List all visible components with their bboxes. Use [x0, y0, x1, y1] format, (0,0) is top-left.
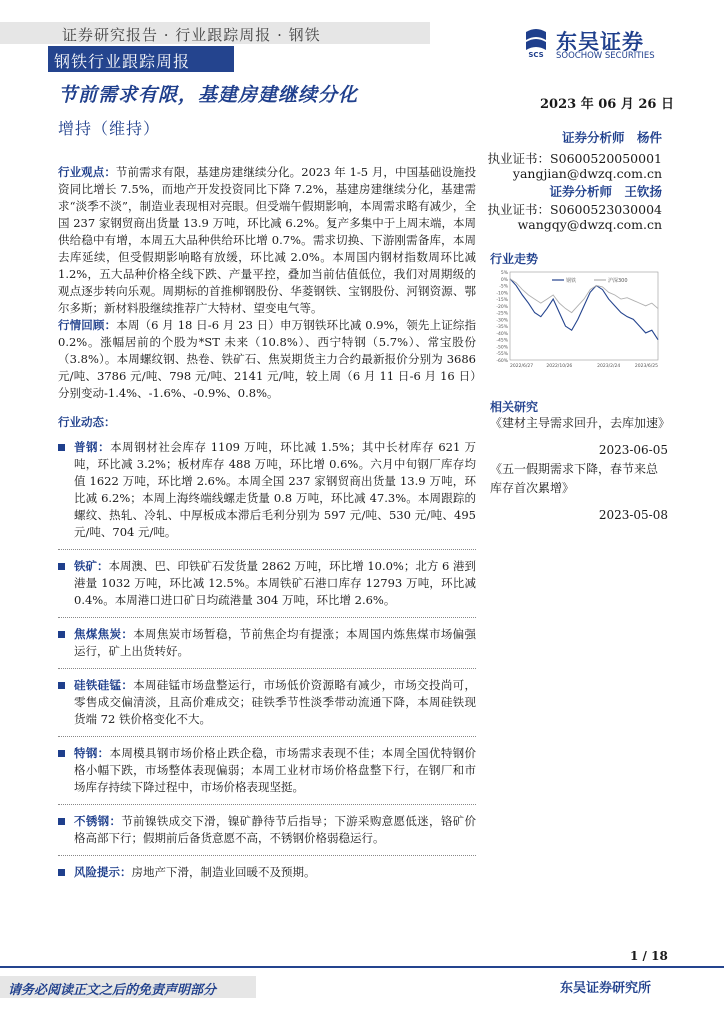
report-category-bar — [0, 22, 430, 44]
bullet-text: 本周钢材社会库存 1109 万吨，环比减 1.5%；其中长材库存 621 万吨，环比减 3.2%；板材库存 488 万吨，环比增 0.6%。六月中旬钢厂库存均值 1622 万吨，环比增 2.6%。本周全国 237 家钢贸商出货量 13.9 万吨，环比减 6.2%；本周上海终端线螺走货量 0.8 万吨，环比减 47.3%。本周跟踪的螺纹、热轧、冷轧、中厚板成本滞后毛利分别为 597 元/吨、530 元/吨、495 元/吨、704 元/吨。 — [74, 440, 476, 539]
legend-label: 沪深300 — [608, 278, 628, 284]
bullet-square-icon — [58, 563, 65, 570]
bullet-text: 本周澳、巴、印铁矿石发货量 2862 万吨，环比增 10.0%；北方 6 港到港量 1032 万吨，环比减 12.5%。本周铁矿石港口库存 12793 万吨，环比减 0.4%。本周港口进口矿日均疏港量 304 万吨，环比增 2.6%。 — [74, 559, 477, 607]
analyst-1-name: 证券分析师 杨件 — [561, 130, 662, 145]
logo-cn: 东吴证券 — [556, 30, 644, 54]
rating: 增持（维持） — [58, 119, 161, 138]
logo-mark-icon — [522, 28, 550, 58]
x-tick-label: 2023/2/24 — [597, 364, 621, 369]
divider — [58, 617, 476, 618]
divider — [58, 855, 476, 856]
analyst-2-cert: 执业证书：S0600523030004 — [487, 202, 662, 217]
y-tick-label: -15% — [496, 298, 508, 304]
bullet-square-icon — [58, 869, 65, 876]
bullet-key: 铁矿： — [74, 559, 109, 573]
bullet-stainless — [58, 813, 476, 847]
bullet-key: 不锈钢： — [74, 814, 122, 828]
main-body — [58, 164, 476, 889]
y-tick-label: -35% — [496, 325, 508, 331]
bullet-square-icon — [58, 750, 65, 757]
bullet-iron-ore — [58, 558, 476, 609]
legend-label: 钢铁 — [566, 278, 577, 284]
view-label: 行业观点： — [58, 165, 116, 179]
bullet-square-icon — [58, 818, 65, 825]
market-label: 行情回顾： — [58, 318, 117, 332]
analyst-1-cert: 执业证书：S0600520050001 — [487, 151, 662, 166]
industry-view — [58, 164, 476, 317]
logo-mark-text: SCS — [528, 51, 544, 58]
related-title[interactable]: 《建材主导需求回升，去库加速》 — [490, 416, 671, 430]
bullet-key: 普钢： — [74, 440, 111, 454]
related-date: 2023-06-05 — [598, 443, 668, 457]
market-text: 本周（6 月 18 日-6 月 23 日）申万钢铁环比减 0.9%，领先上证综指 0.2%。涨幅居前的个股为*ST 未来（10.8%）、西宁特钢（5.7%）、常宝股份（3.8%）。本周螺纹钢、热卷、铁矿石、焦炭期货主力合约最新报价分别为 3686 元/吨、3786 元/吨、798 元/吨、2141 元/吨，较上周（6 月 11 日-6 月 16 日）分别变动-1.4%、-1.6%、-0.9%、0.8%。 — [58, 318, 477, 400]
footer-divider — [0, 966, 724, 968]
y-tick-label: -40% — [496, 331, 508, 337]
bullet-ferroalloy — [58, 677, 476, 728]
report-date: 2023 年 06 月 26 日 — [540, 97, 674, 112]
bullet-square-icon — [58, 682, 65, 689]
y-tick-label: -50% — [496, 345, 508, 351]
chart-frame — [510, 272, 658, 360]
y-tick-label: -45% — [496, 338, 508, 344]
bullet-special-steel — [58, 745, 476, 796]
y-tick-label: -60% — [496, 359, 508, 364]
trend-chart-svg — [490, 266, 662, 372]
analyst-2-name: 证券分析师 王钦扬 — [549, 184, 662, 199]
report-category: 证券研究报告 · 行业跟踪周报 · 钢铁 — [62, 26, 321, 44]
dynamics-heading: 行业动态： — [58, 415, 116, 429]
bullet-key: 特钢： — [74, 746, 110, 760]
bullet-square-icon — [58, 444, 65, 451]
y-tick-label: -55% — [496, 352, 508, 358]
bullet-text: 本周硅锰市场盘整运行，市场低价资源略有减少，市场交投尚可，零售成交偏清淡，且高价难成交；硅铁季节性淡季带动流通下降，本周硅铁现货端 72 铁价格变化不大。 — [74, 678, 477, 726]
bullet-text: 本周模具钢市场价格止跌企稳，市场需求表现不佳；本周全国优特钢价格小幅下跌，市场整体表现偏弱；本周工业材市场价格盘整下行，在钢厂和市场库存持续下降过程中，市场价格表现坚挺。 — [74, 746, 476, 794]
trend-chart — [490, 266, 662, 372]
bullet-text: 房地产下滑，制造业回暖不及预期。 — [131, 865, 316, 879]
bullet-key: 硅铁硅锰： — [74, 678, 134, 692]
related-title[interactable]: 《五一假期需求下降，春节来总库存首次累增》 — [490, 462, 659, 495]
series-line-steel — [510, 279, 658, 340]
divider — [58, 549, 476, 550]
company-logo — [522, 26, 682, 62]
x-tick-label: 2022/6/27 — [510, 364, 534, 369]
disclaimer-text: 请务必阅读正文之后的免责声明部分 — [8, 983, 217, 998]
divider — [58, 736, 476, 737]
bullet-text: 本周焦炭市场暂稳，节前焦企均有提涨；本周国内炼焦煤市场偏强运行，矿上出货转好。 — [74, 627, 477, 658]
y-tick-label: 0% — [500, 277, 508, 283]
analyst-2-email[interactable]: wangqy@dwzq.com.cn — [517, 217, 662, 232]
y-tick-label: -30% — [496, 318, 508, 324]
analyst-1-email[interactable]: yangjian@dwzq.com.cn — [512, 166, 662, 181]
research-institute: 东吴证券研究所 — [560, 981, 652, 996]
bullet-key: 焦煤焦炭： — [74, 627, 134, 641]
page-number: 1 / 18 — [630, 949, 668, 963]
divider — [58, 668, 476, 669]
x-tick-label: 2023/6/25 — [634, 364, 658, 369]
logo-en: SOOCHOW SECURITIES — [556, 51, 655, 61]
bullet-key: 风险提示： — [74, 865, 132, 879]
view-text: 节前需求有限，基建房建继续分化。2023 年 1-5 月，中国基础设施投资同比增长 7.5%，而地产开发投资同比下降 7.2%，基建房建继续分化，基建需求“淡季不淡”，制造业表现相对亮眼。但受端午假期影响，本周需求略有减少，全国 237 家钢贸商出货量 13.9 万吨，环比减 6.2%。复产多集中于上周末端，本周供给稳中有增，本周五大品种供给环比增 0.7%。需求切换、下游刚需备库，本周去库延续，但受假期影响略有放缓，环比减 2.0%。本周国内钢材指数周环比减 1.2%，五大品种价格全线下跌、产量平控，叠加当前估值低位，我们对周期级的观点逐步转向乐观。周期标的首推柳钢股份、华菱钢铁、宝钢股份、河钢资源、鄂尔多斯；新材料股继续推荐广大特材、望变电气等。 — [58, 165, 477, 315]
divider — [58, 804, 476, 805]
related-list — [490, 414, 671, 525]
related-date: 2023-05-08 — [598, 508, 668, 522]
y-tick-label: -5% — [499, 284, 508, 290]
report-title-bar — [48, 46, 234, 72]
bullet-risk — [58, 864, 476, 881]
bullet-coal-coke — [58, 626, 476, 660]
y-tick-label: 5% — [500, 271, 508, 276]
headline: 节前需求有限，基建房建继续分化 — [58, 84, 359, 106]
bullet-common-steel — [58, 439, 476, 541]
y-tick-label: -20% — [496, 304, 508, 310]
x-tick-label: 2022/10/26 — [546, 364, 573, 369]
related-label: 相关研究 — [490, 400, 539, 414]
bullet-square-icon — [58, 631, 65, 638]
y-tick-label: -10% — [496, 291, 508, 297]
y-tick-label: -25% — [496, 311, 508, 317]
market-review — [58, 317, 476, 402]
bullet-text: 节前镍铁成交下滑，镍矿静待节后指导；下游采购意愿低迷，铬矿价格高部下行；假期前后备货意愿不高，不锈钢价格弱稳运行。 — [74, 814, 477, 845]
report-title: 钢铁行业跟踪周报 — [54, 52, 191, 71]
series-line-hs300 — [510, 279, 658, 313]
trend-label: 行业走势 — [490, 252, 539, 266]
disclaimer-bar — [0, 976, 256, 998]
